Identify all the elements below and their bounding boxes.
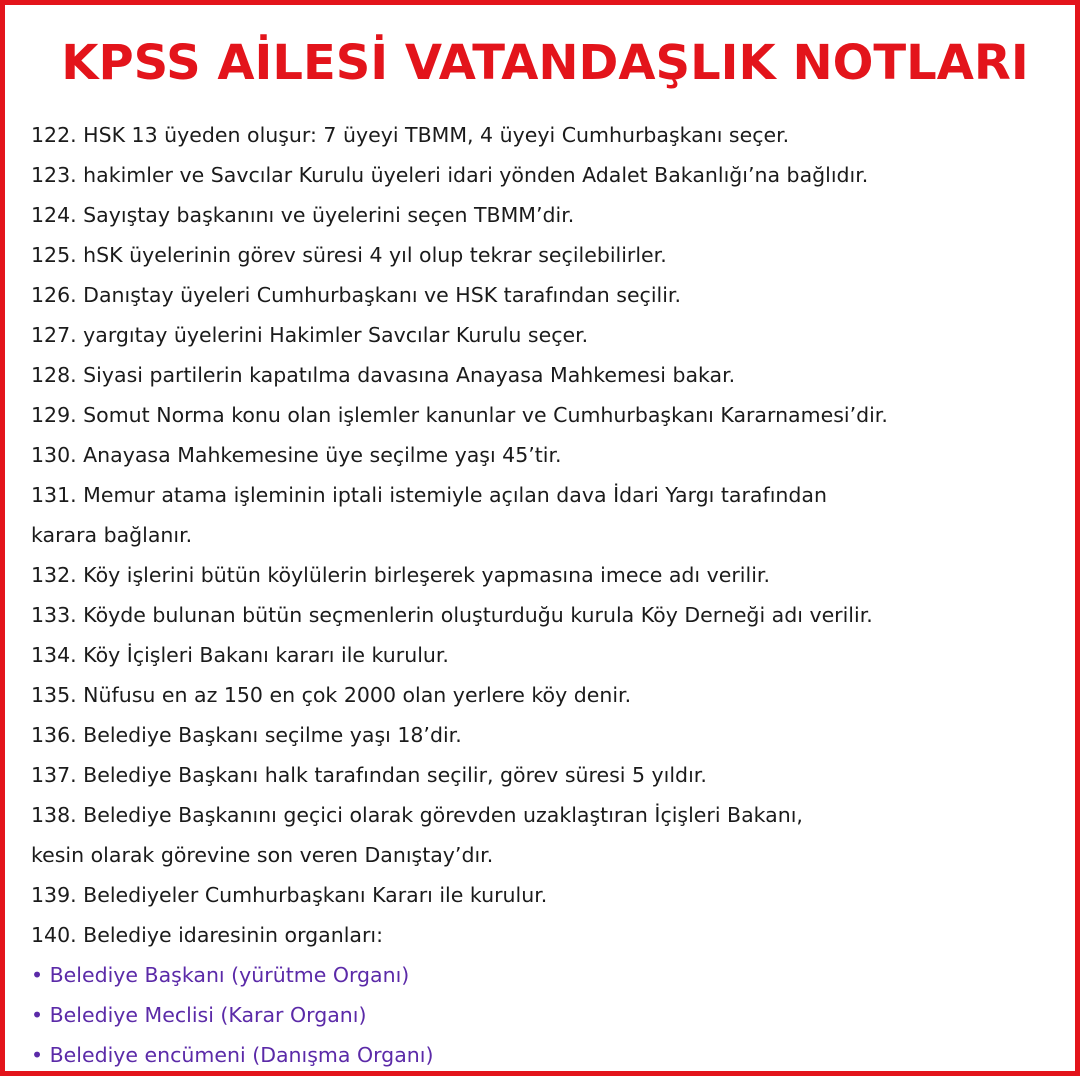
notes-list [31, 115, 1071, 1075]
note-line: 122. HSK 13 üyeden oluşur: 7 üyeyi TBMM, 4 üyeyi Cumhurbaşkanı seçer. [31, 123, 790, 147]
note-line: 127. yargıtay üyelerini Hakimler Savcılar Kurulu seçer. [31, 323, 589, 347]
note-line: 137. Belediye Başkanı halk tarafından seçilir, görev süresi 5 yıldır. [31, 763, 707, 787]
note-line: 133. Köyde bulunan bütün seçmenlerin oluşturduğu kurula Köy Derneği adı verilir. [31, 603, 873, 627]
note-line: 125. hSK üyelerinin görev süresi 4 yıl olup tekrar seçilebilirler. [31, 243, 667, 267]
note-line: 123. hakimler ve Savcılar Kurulu üyeleri idari yönden Adalet Bakanlığı’na bağlıdır. [31, 163, 869, 187]
note-line: 138. Belediye Başkanını geçici olarak görevden uzaklaştıran İçişleri Bakanı, [31, 803, 803, 827]
note-line: 139. Belediyeler Cumhurbaşkanı Kararı ile kurulur. [31, 883, 548, 907]
note-line-continuation: kesin olarak görevine son veren Danıştay’dır. [31, 843, 494, 867]
note-line: 134. Köy İçişleri Bakanı kararı ile kurulur. [31, 643, 449, 667]
note-line: 132. Köy işlerini bütün köylülerin birleşerek yapmasına imece adı verilir. [31, 563, 770, 587]
page-title: KPSS AİLESİ VATANDAŞLIK NOTLARI [61, 35, 1029, 91]
organ-bullet-item: • Belediye Başkanı (yürütme Organı) [31, 963, 410, 987]
organ-bullet-item: • Belediye encümeni (Danışma Organı) [31, 1043, 434, 1067]
note-line: 140. Belediye idaresinin organları: [31, 923, 384, 947]
note-line: 136. Belediye Başkanı seçilme yaşı 18’dir. [31, 723, 462, 747]
note-line: 124. Sayıştay başkanını ve üyelerini seçen TBMM’dir. [31, 203, 575, 227]
note-line: 128. Siyasi partilerin kapatılma davasına Anayasa Mahkemesi bakar. [31, 363, 736, 387]
note-line: 135. Nüfusu en az 150 en çok 2000 olan yerlere köy denir. [31, 683, 632, 707]
note-line: 130. Anayasa Mahkemesine üye seçilme yaşı 45’tir. [31, 443, 562, 467]
note-line: 129. Somut Norma konu olan işlemler kanunlar ve Cumhurbaşkanı Kararnamesi’dir. [31, 403, 888, 427]
organ-bullet-item: • Belediye Meclisi (Karar Organı) [31, 1003, 367, 1027]
note-line-continuation: karara bağlanır. [31, 523, 193, 547]
note-line: 131. Memur atama işleminin iptali istemiyle açılan dava İdari Yargı tarafından [31, 483, 827, 507]
note-line: 126. Danıştay üyeleri Cumhurbaşkanı ve HSK tarafından seçilir. [31, 283, 681, 307]
